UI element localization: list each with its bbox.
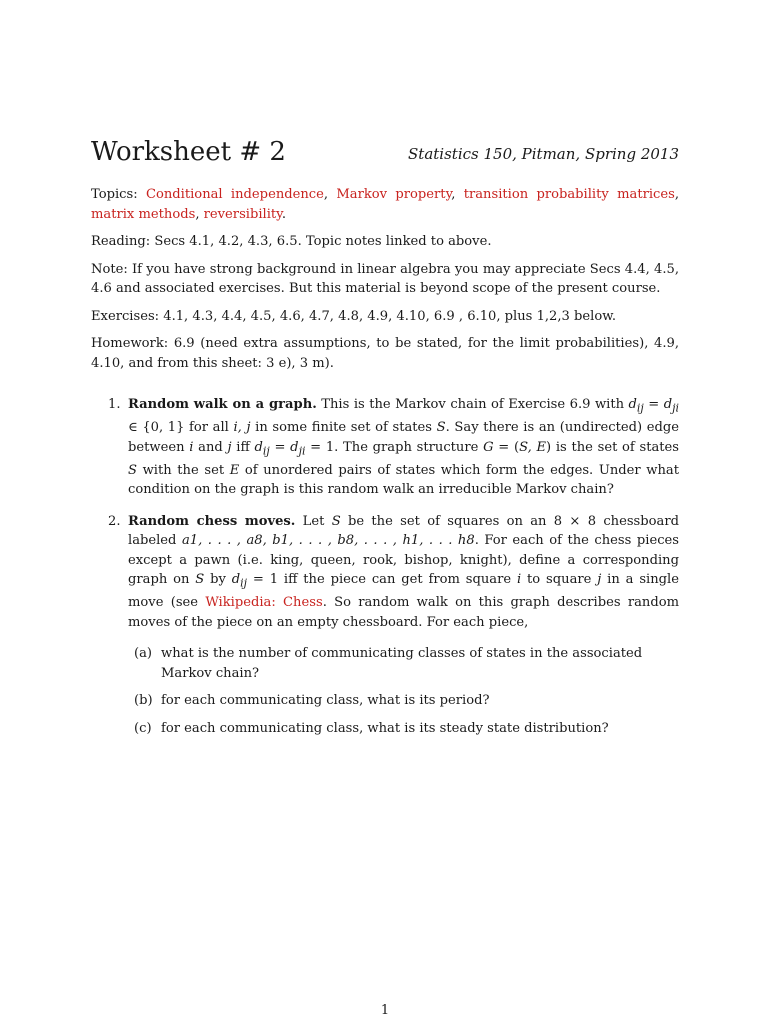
page-title: Worksheet # 2	[91, 137, 286, 167]
problem-text: and	[193, 439, 228, 455]
worksheet-body	[91, 185, 679, 751]
math-symbol: a1, . . . , a8, b1, . . . , b8, . . . , h1, . . . h8	[181, 533, 475, 549]
math-symbol: d	[663, 397, 673, 412]
math-subscript: ji	[672, 401, 680, 415]
problem-text: . So random walk on this graph describes random moves of the piece on an empty chessboard. For each piece,	[128, 595, 679, 630]
sub-question-label: (b)	[134, 693, 153, 709]
sub-question-text: what is the number of communicating classes of states in the associated Markov chain?	[161, 646, 643, 681]
sub-question-c	[128, 719, 679, 739]
math-symbol: S	[331, 513, 341, 529]
problem-text: = (	[493, 439, 520, 455]
math-subscript: ij	[240, 576, 248, 590]
math-subscript: ij	[636, 401, 644, 415]
math-symbol: S	[195, 572, 205, 588]
problem-text: iff	[231, 439, 255, 455]
problem-text: . Say there is an (undirected) edge between	[128, 420, 679, 455]
course-info: Statistics 150, Pitman, Spring 2013	[408, 145, 679, 163]
worksheet-page	[91, 0, 679, 1024]
problem-text: ) is the set of states	[546, 439, 680, 455]
problem-text: by	[204, 572, 232, 588]
sub-question-label: (a)	[134, 646, 153, 662]
math-symbol: d	[628, 397, 637, 412]
math-symbol: S, E	[519, 439, 546, 455]
problem-text: = 1. The graph structure	[305, 439, 484, 455]
problem-heading: Random chess moves.	[128, 513, 296, 529]
problem-item	[91, 512, 679, 739]
topic-link-reversibility[interactable]: reversibility	[203, 206, 282, 222]
topics-label: Topics:	[91, 187, 146, 202]
problem-list	[91, 395, 679, 738]
math-symbol: d	[231, 572, 241, 588]
problem-text: =	[269, 439, 291, 455]
math-symbol: j	[227, 439, 232, 455]
note-paragraph: Note: If you have strong background in linear algebra you may appreciate Secs 4.4, 4.5, 4.6 and associated exercises. But this material is beyond scope of the present course.	[91, 261, 679, 296]
sub-question-a	[128, 644, 679, 683]
problem-text: Let	[295, 513, 332, 529]
problem-number: 2.	[108, 513, 121, 529]
problem-text: = 1 iff the piece can get from square	[247, 572, 517, 588]
math-symbol: S	[128, 462, 137, 478]
topic-link-transition-probability-matrices[interactable]: transition probability matrices	[463, 187, 675, 202]
problem-number: 1.	[108, 397, 121, 412]
math-symbol: i	[516, 572, 522, 588]
sub-question-b	[128, 691, 679, 711]
problem-text: This is the Markov chain of Exercise 6.9 with	[316, 397, 629, 412]
math-subscript: ji	[298, 444, 306, 458]
math-symbol: d	[290, 439, 299, 455]
problem-text: be the set of squares on an 8 × 8 chessboard labeled	[128, 513, 679, 549]
problem-text: of unordered pairs of states which form the edges. Under what condition on the graph is this random walk an irreducible Markov chain?	[128, 462, 679, 498]
exercises-paragraph: Exercises: 4.1, 4.3, 4.4, 4.5, 4.6, 4.7, 4.8, 4.9, 4.10, 6.9 , 6.10, plus 1,2,3 below.	[91, 308, 617, 324]
topic-link-conditional-independence[interactable]: Conditional independence	[145, 187, 324, 202]
math-symbol: S	[436, 420, 446, 436]
reading-paragraph: Reading: Secs 4.1, 4.2, 4.3, 6.5. Topic notes linked to above.	[91, 234, 492, 249]
math-subscript: ij	[262, 444, 270, 458]
math-symbol: d	[254, 439, 263, 455]
sub-question-text: for each communicating class, what is its period?	[161, 693, 490, 709]
math-symbol: G	[483, 439, 494, 455]
problem-text: to square	[521, 572, 598, 588]
problem-text: . For each of the chess pieces except a pawn (i.e. king, queen, rook, bishop, knight), define a corresponding graph on	[128, 533, 680, 588]
page-header	[91, 134, 679, 174]
wikipedia-chess-link[interactable]: Wikipedia: Chess	[205, 595, 323, 611]
problem-text: ∈ {0, 1} for all	[128, 420, 234, 436]
math-symbol: j	[597, 572, 602, 588]
math-symbol: i	[189, 439, 194, 455]
topics-paragraph: Topics: Conditional independence, Markov property, transition probability matrices, matrix methods, reversibility.	[91, 187, 680, 222]
problem-item	[91, 395, 679, 500]
problem-text: in a single move (see	[128, 572, 679, 611]
homework-paragraph: Homework: 6.9 (need extra assumptions, to be stated, for the limit probabilities), 4.9, 4.10, and from this sheet: 3 e), 3 m).	[91, 336, 679, 371]
problem-text: in some finite set of states	[250, 420, 437, 436]
problem-text: =	[643, 397, 664, 412]
topic-link-matrix-methods[interactable]: matrix methods	[91, 206, 196, 222]
problem-text: with the set	[136, 462, 230, 478]
problem-heading: Random walk on a graph.	[128, 397, 317, 412]
topic-link-markov-property[interactable]: Markov property	[336, 187, 452, 202]
math-symbol: i, j	[233, 420, 251, 436]
math-symbol: E	[229, 462, 240, 478]
sub-question-list	[128, 644, 679, 738]
sub-question-label: (c)	[134, 720, 152, 736]
sub-question-text: for each communicating class, what is its steady state distribution?	[161, 720, 609, 736]
page-number: 1	[380, 1003, 390, 1018]
